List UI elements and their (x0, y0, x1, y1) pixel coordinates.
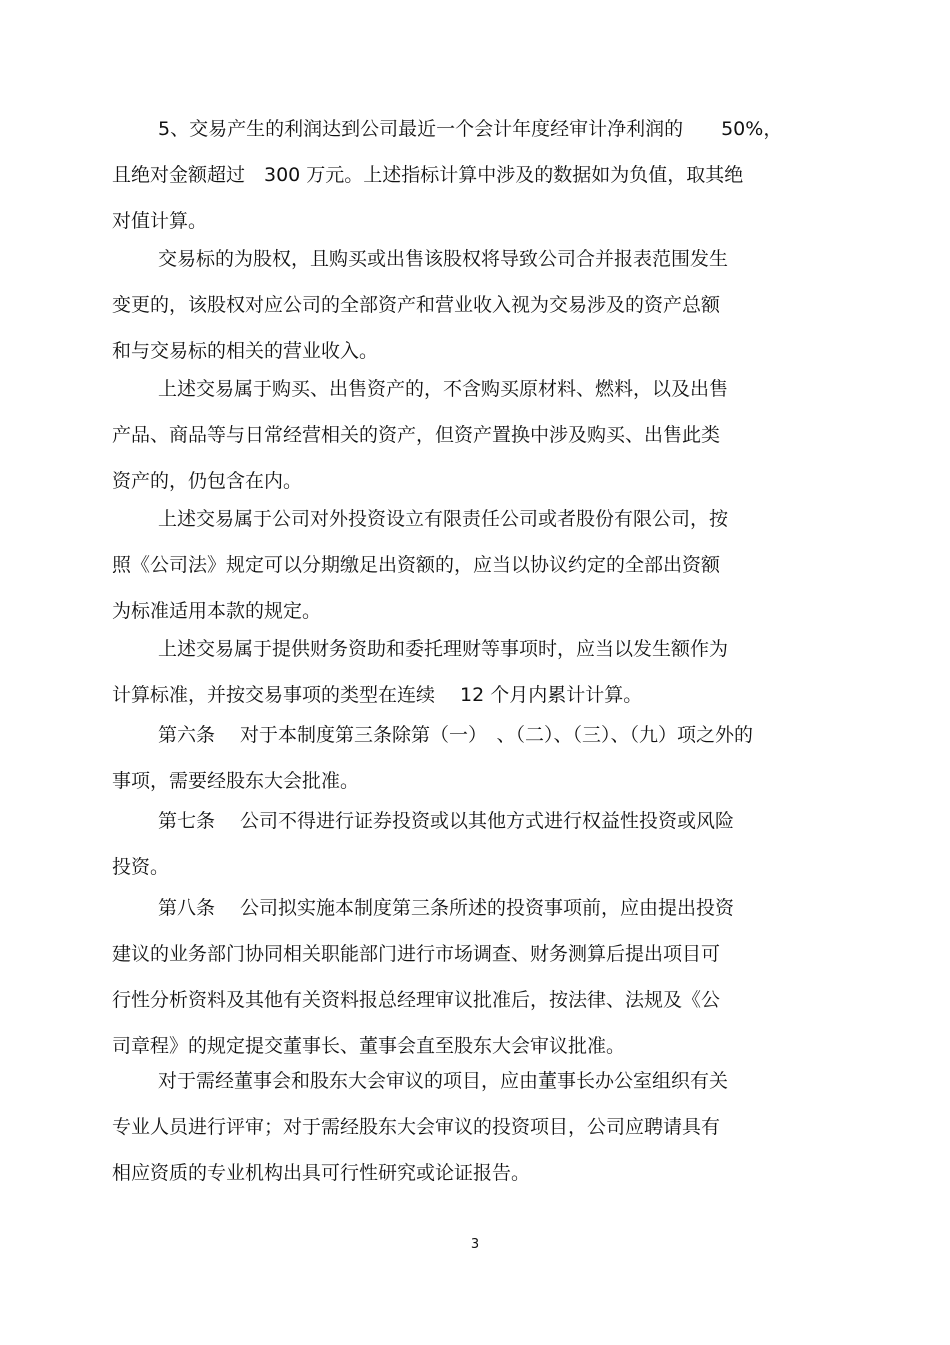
text-line: 资产的，仍包含在内。 (112, 470, 303, 492)
text-line: 上述交易属于购买、出售资产的，不含购买原材料、燃料，以及出售 (158, 378, 729, 400)
text-line: 建议的业务部门协同相关职能部门进行市场调查、财务测算后提出项目可 (112, 943, 721, 965)
text-line: 第七条 公司不得进行证券投资或以其他方式进行权益性投资或风险 (158, 810, 735, 832)
text-line: 专业人员进行评审；对于需经股东大会审议的投资项目，公司应聘请具有 (112, 1116, 721, 1138)
text-line: 交易标的为股权，且购买或出售该股权将导致公司合并报表范围发生 (158, 248, 729, 270)
text-line: 第八条 公司拟实施本制度第三条所述的投资事项前，应由提出投资 (158, 897, 735, 919)
text-line: 为标准适用本款的规定。 (112, 600, 322, 622)
text-line: 产品、商品等与日常经营相关的资产，但资产置换中涉及购买、出售此类 (112, 424, 721, 446)
text-line: 相应资质的专业机构出具可行性研究或论证报告。 (112, 1162, 531, 1184)
paragraph-equity-transaction (112, 242, 832, 380)
paragraph-article-8 (112, 891, 832, 1075)
paragraph-article-7 (112, 804, 832, 896)
page-number: 3 (470, 1237, 480, 1252)
text-line: 上述交易属于公司对外投资设立有限责任公司或者股份有限公司，按 (158, 508, 729, 530)
paragraph-asset-purchase (112, 372, 832, 510)
text-line: 照《公司法》规定可以分期缴足出资额的，应当以协议约定的全部出资额 (112, 554, 721, 576)
text-line: 事项，需要经股东大会批准。 (112, 770, 360, 792)
paragraph-financial-aid (112, 632, 832, 724)
text-line: 投资。 (112, 856, 170, 878)
text-line: 第六条 对于本制度第三条除第（一） 、（二）、（三）、（九）项之外的 (158, 724, 754, 746)
text-line: 和与交易标的相关的营业收入。 (112, 340, 379, 362)
paragraph-review-process (112, 1064, 832, 1202)
paragraph-item-5 (112, 112, 832, 250)
text-line: 变更的，该股权对应公司的全部资产和营业收入视为交易涉及的资产总额 (112, 294, 721, 316)
text-line: 计算标准，并按交易事项的类型在连续 12 个月内累计计算。 (112, 684, 643, 706)
text-line: 司章程》的规定提交董事长、董事会直至股东大会审议批准。 (112, 1035, 626, 1057)
text-line: 5、交易产生的利润达到公司最近一个会计年度经审计净利润的 50%， (158, 118, 783, 140)
text-line: 对于需经董事会和股东大会审议的项目，应由董事长办公室组织有关 (158, 1070, 729, 1092)
text-line: 对值计算。 (112, 210, 208, 232)
text-line: 行性分析资料及其他有关资料报总经理审议批准后，按法律、法规及《公 (112, 989, 721, 1011)
paragraph-article-6 (112, 718, 832, 810)
paragraph-external-investment (112, 502, 832, 640)
text-line: 且绝对金额超过 300 万元。上述指标计算中涉及的数据如为负值，取其绝 (112, 164, 744, 186)
text-line: 上述交易属于提供财务资助和委托理财等事项时，应当以发生额作为 (158, 638, 729, 660)
